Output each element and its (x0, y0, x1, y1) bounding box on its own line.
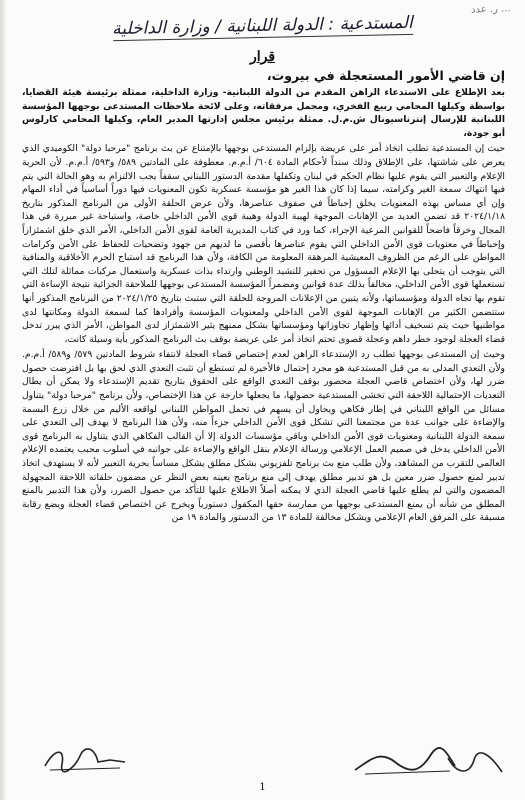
paragraph-intro: بعد الإطلاع على الاستدعاء الراهن المقدم من الدولة اللبنانية- وزارة الداخلية، ممثلة برئيسة هيئة القضايا، بواسطة وكيلها المحامي ربيع الفخري، ومجمل مرفقاته، وعلى لائحة ملاحظات المستدعى بوجهها المؤسسة اللبنانية للإرسال إنترناسيونال ش.م.ل. ممثلة برئيس مجلس إدارتها المدير العام، وكيلها المحامي كارلوس أبو جودة، (22, 87, 505, 139)
signature-left-icon (40, 738, 130, 778)
handwritten-corner-note: ر. عدد ... (471, 3, 512, 16)
paragraph-plaintiff-request: حيث إن المستدعية تطلب اتخاذ أمر على عريضة بإلزام المستدعى بوجهها بالإمتناع عن بث برنامج "مرحبا دولة" الكوميدي الذي يعرض على شاشتها، على الإطلاق وذلك سنداً لأحكام المادة ٦٠٤/ أ.م.م. معطوفة على المادتين ٥٨٩/ و٥٩٣/ أ.م.م. لأن الحرية الإعلام والتعبير التي يقوم عليها نظام الحكم في لبنان وتكفلها مقدمة الدستور اللبناني سقفاً يجب الالتزام به وهو الحالة التي يتم فيها انتهاك سمعة الغير وكرامته، سيما إذا كان هذا الغير هو مؤسسة عسكرية تكون المعنويات فيها دوراً أساسياً في أداء المهام وإن أي مساس بهذه المعنويات يخلق إحباطاً في صفوف عناصرها، ولأن عرض الحلقة الأولى من البرنامج المذكور بتاريخ ٢٠٢٤/١/١٨ قد تضمن العديد من الإهانات الموجهة لهيبة الدولة وهيبة قوى الأمن الداخلي خاصة، واستباحة غير مبررة في هذا المجال وخرقاً فاضحاً للقوانين المرعية الإجراء، كما ورد في كتاب المديرية العامة لقوى الأمن الداخلي، الأمر الذي خلق اشمئزازاً وإحباطاً في معنويات قوى الأمن الداخلي التي يقوم عناصرها بأقصى ما لديهم من جهود وتضحيات للحفاظ على الأمن وكرامات المواطن على الرغم من الظروف المعيشية المرهقة المعلومة من الكافة، ولأن هذا البرنامج قد استباح الحرم الأخلاقية والمنافية التي يتوجب أن يتحلى بها الإعلام المسؤول من تحقير للنشيد الوطني وارتداء بذات عسكرية واستعمال مركبات مماثلة لتلك التي تستعملها قوى الأمن الداخلي، مخالفاً بذلك عدة قوانين ومضمراً المؤسسة المستدعى بوجهها للملاحقة الجزائية نتيجة الإساءة التي تقوم بها تجاه الدولة ومؤسساتها، ولأنه يتبين من الإعلانات المروجة للحلقة التي ستبث بتاريخ ٢٠٢٤/١/٢٥ من البرنامج المذكور أنها ستتضمن الكثير من الإهانات الموجهة لقوى الأمن الداخلي ولمعنويات المؤسسة وأفرادها كما لسمعة الدولة ومكانتها لدى مواطنيها حيث يتم تسخيف أدائها وإظهار تجاوزاتها ومؤسساتها بشكل ممنهج يثير الاشمئزاز لدى المواطن، الأمر الذي يبرر تدخل قضاء العجلة لوجود خطر داهم وعجلة قصوى تحتم اتخاذ أمر على عريضة بوقف بث البرنامج المذكور بأية وسيلة كانت، (22, 143, 506, 345)
page-footer (0, 738, 525, 798)
addressee-line: إن قاضي الأمور المستعجلة في بيروت، (266, 68, 505, 83)
handwritten-header: المستدعية : الدولة اللبنانية / وزارة الداخلية (0, 11, 525, 44)
document-body (22, 68, 505, 527)
paragraph-defendant-response: وحيث إن المستدعى بوجهها تطلب رد الإستدعاء الراهن لعدم إختصاص قضاء العجلة لانتفاء شروط المادتين ٥٧٩/ و٥٨٩/ أ.م.م. ولأن التعدي المدلى به من قبل المستدعية هو مجرد إحتمال فالأخيرة لم تستطع أن تثبت التعدي الذي لحق بها بل افترضت حصول ضرر لها، ولأن اختصاص قاضي العجلة محصور بوقف التعدي الواقع على الحقوق بتاريخ تقديم الإستدعاء ولا يمكن أن يطال التعديات الإحتمالية اللاحقة التي تخشى المستدعية حصولها، ما يجعلها خارجة عن هذا الإختصاص، ولأن برنامج "مرحبا دولة" يتناول مسائل من الواقع اللبناني في إطار فكاهي ويحاول أن يسهم في تحمل المواطن اللبناني لواقعه الأليم من خلال زرع البسمة والإضاءة على جوانب عدة من مجتمعنا التي تشكل قوى الأمن الداخلي جزءاً منه، ولأن هذا البرنامج لا يهدف إلى التعدي على سمعة الدولة اللبنانية ومعنويات قوى الأمن الداخلي وباقي مؤسسات الدولة إلا أن القالب الفكاهي الذي يتناول به البرنامج قوى الأمن الداخلي يدخل في صميم العمل الإعلامي ورسالة الإعلام بنقل الواقع والإضاءة على جوانبه في أسلوب محبب يعتمده الإعلام العالمي للتقرب من المشاهد، ولأن طلب منع بث برنامج تلفزيوني بشكل مطلق يشكل مساساً بحرية التعبير لأنه لا يستهدف اتخاذ تدبير لمنع حصول ضرر معين بل هو تدبير مطلق يهدف إلى منع برنامج بعينه بعض النظر عن مضمون حلقاته اللاحقة المجهولة المضمون والتي لم يطلع عليها قاضي العجلة الذي لا يمكنه أصلاً الاطلاع عليها للتأكد من حصول الضرر، ولأن هذا التدبير بالمنع المطلق من شأنه أن يمنع المستدعى بوجهها من ممارسة حقها المكفول دستورياً ويخرج عن اختصاص قضاء العجلة ويضع رقابة مسبقة على المرفق العام الإعلامي ويشكل مخالفة للمادة ١٣ من الدستور والمادة ١٩ من (22, 349, 505, 524)
document-title: قرار (249, 49, 276, 65)
signature-right-icon (440, 746, 510, 786)
page-number: 1 (259, 782, 266, 793)
scan-edge-shadow (0, 0, 6, 800)
